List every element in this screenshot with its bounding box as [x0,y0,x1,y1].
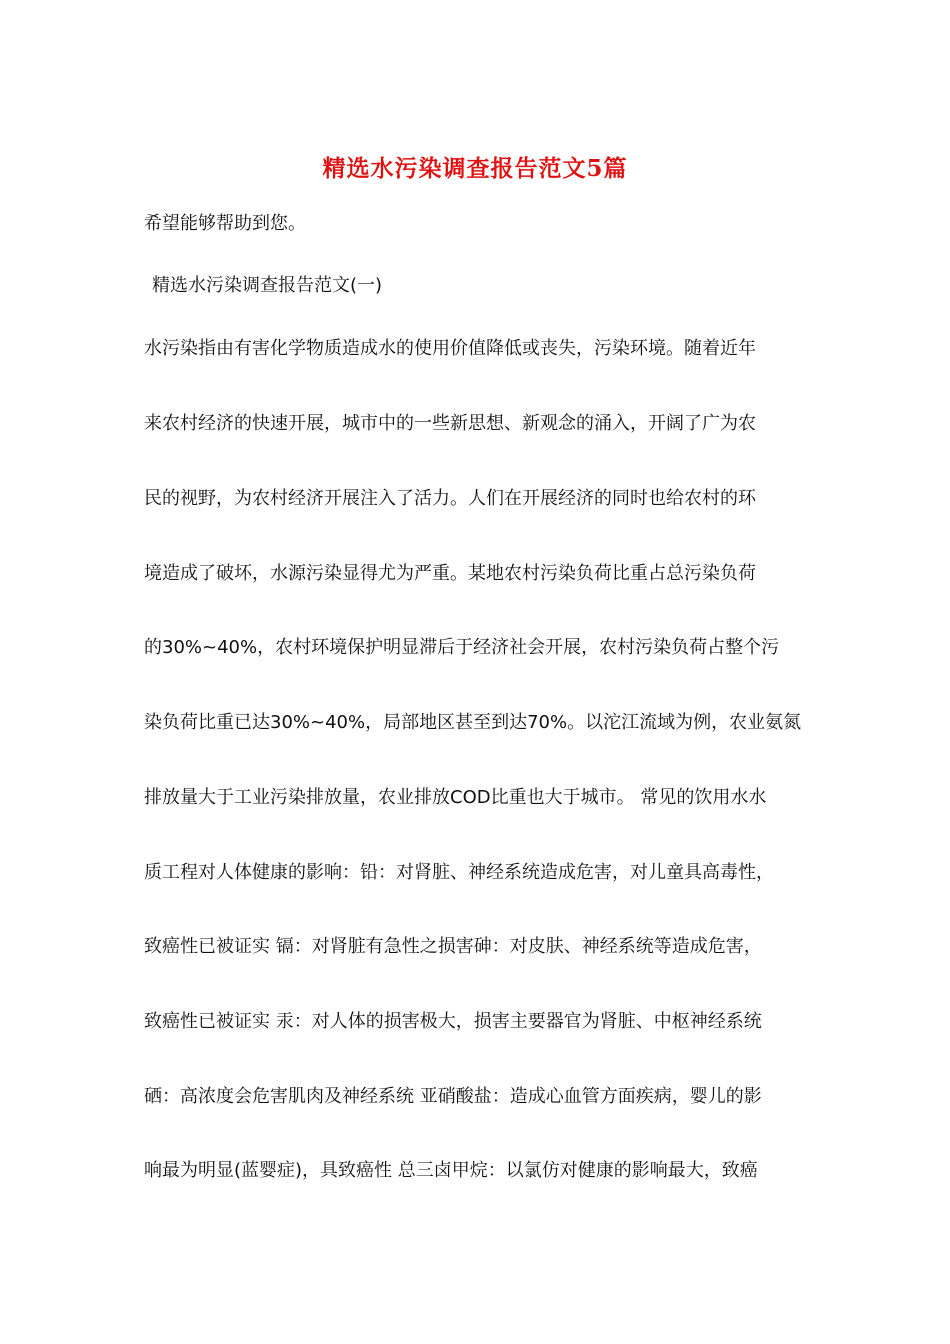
document-title: 精选水污染调查报告范文5篇 [322,155,628,182]
intro-text: 希望能够帮助到您。 [144,213,306,234]
body-line: 致癌性已被证实 汞：对人体的损害极大，损害主要器官为肾脏、中枢神经系统 [144,1011,762,1032]
body-line: 的30%~40%，农村环境保护明显滞后于经济社会开展，农村污染负荷占整个污 [144,637,780,658]
body-line: 致癌性已被证实 镉：对肾脏有急性之损害砷：对皮肤、神经系统等造成危害， [144,936,762,957]
body-line: 水污染指由有害化学物质造成水的使用价值降低或丧失，污染环境。随着近年 [144,338,756,359]
body-line: 响最为明显(蓝婴症)，具致癌性 总三卤甲烷：以氯仿对健康的影响最大，致癌 [144,1160,758,1181]
body-line: 排放量大于工业污染排放量，农业排放COD比重也大于城市。 常见的饮用水水 [144,787,767,808]
body-line: 民的视野，为农村经济开展注入了活力。人们在开展经济的同时也给农村的环 [144,488,756,509]
section-heading: 精选水污染调查报告范文(一) [152,275,383,296]
body-line: 质工程对人体健康的影响：铅：对肾脏、神经系统造成危害，对儿童具高毒性， [144,862,774,883]
body-line: 硒：高浓度会危害肌肉及神经系统 亚硝酸盐：造成心血管方面疾病，婴儿的影 [144,1086,762,1107]
body-line: 染负荷比重已达30%~40%，局部地区甚至到达70%。以沱江流域为例，农业氨氮 [144,712,802,733]
body-line: 来农村经济的快速开展，城市中的一些新思想、新观念的涌入，开阔了广为农 [144,413,756,434]
body-line: 境造成了破坏，水源污染显得尤为严重。某地农村污染负荷比重占总污染负荷 [144,563,756,584]
